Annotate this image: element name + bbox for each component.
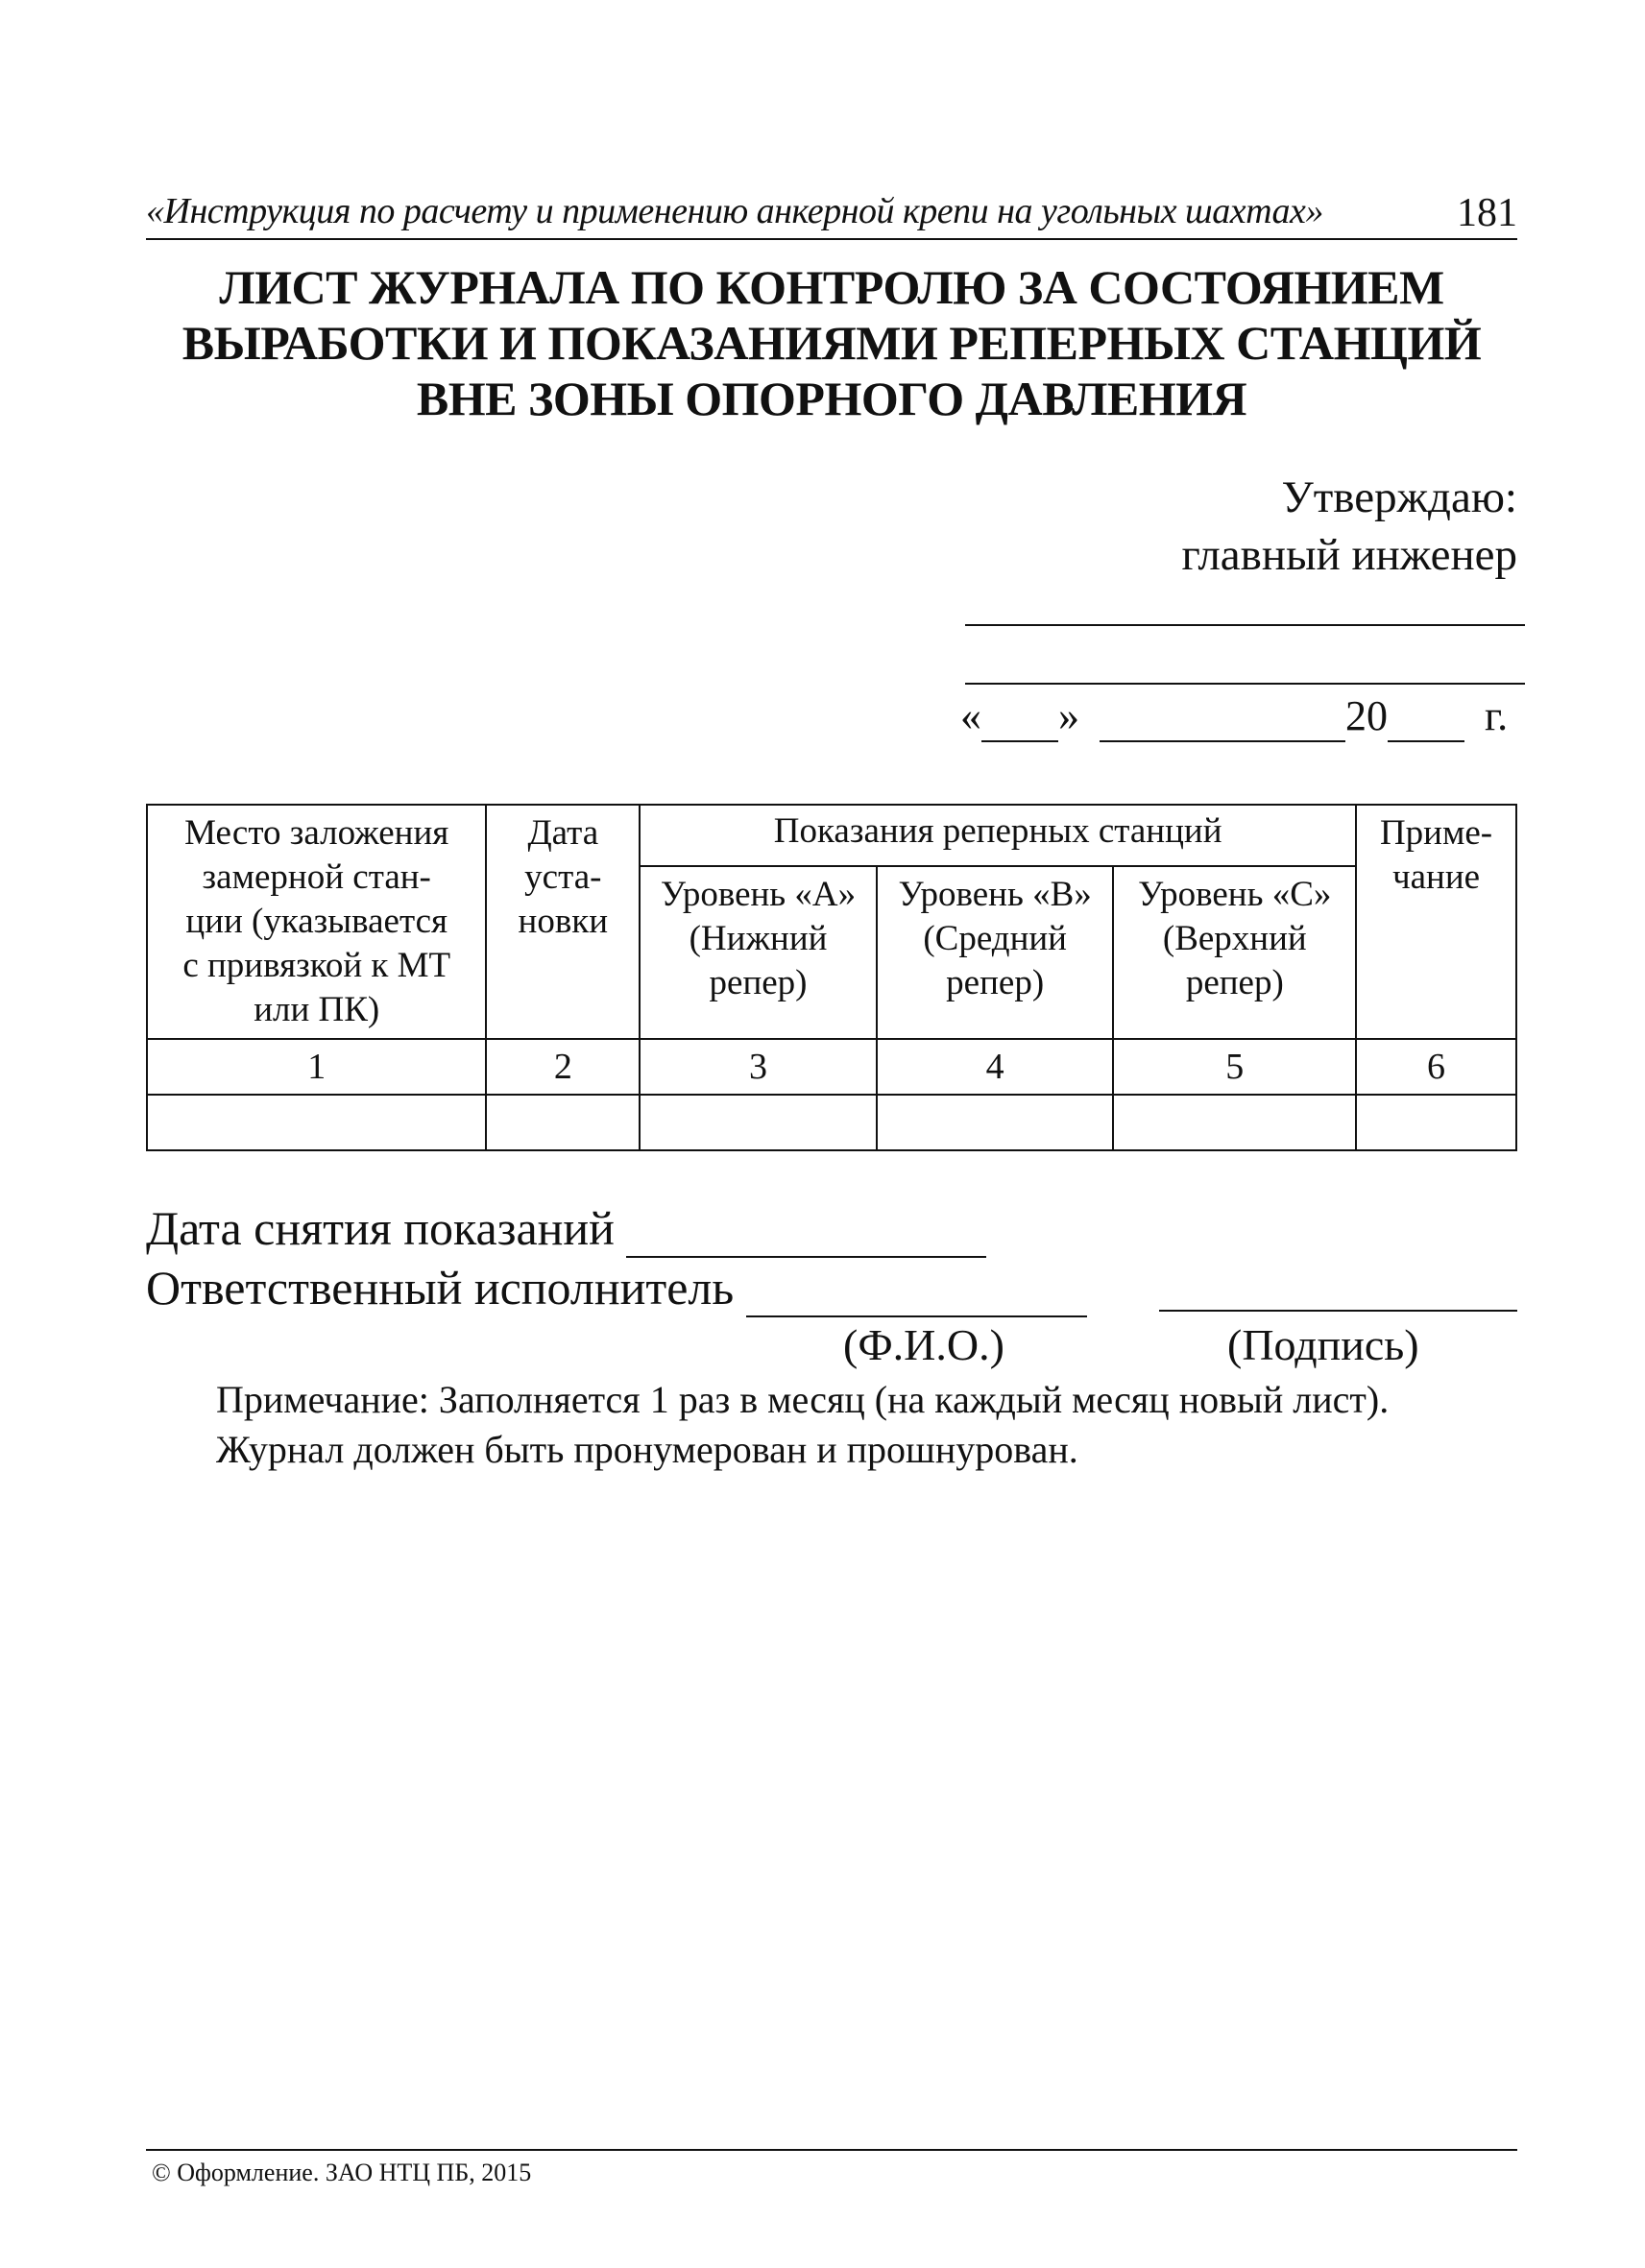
date-open-quote: « — [960, 692, 981, 739]
running-head-title: «Инструкция по расчету и применению анкерной крепи на угольных шахтах» — [146, 191, 1323, 231]
reading-date-field — [146, 1200, 986, 1258]
header-level-a: Уровень «А» (Нижний репер) — [640, 866, 877, 1039]
table-row — [147, 1095, 1516, 1150]
entry-cell-location[interactable] — [147, 1095, 486, 1150]
footer-rule — [146, 2149, 1517, 2151]
footer-copyright: © Оформление. ЗАО НТЦ ПБ, 2015 — [152, 2159, 532, 2186]
document-title — [146, 259, 1517, 426]
approval-block — [1181, 469, 1517, 584]
executor-name-blank[interactable] — [746, 1260, 1087, 1317]
entry-cell-remark[interactable] — [1356, 1095, 1516, 1150]
column-number-row — [147, 1039, 1516, 1095]
month-blank[interactable] — [1100, 691, 1345, 742]
header-remark: Приме- чание — [1356, 805, 1516, 1039]
executor-signature-line[interactable] — [1159, 1310, 1517, 1312]
year-suffix: г. — [1485, 692, 1509, 739]
column-number: 1 — [147, 1039, 486, 1095]
approval-position: главный инженер — [1181, 530, 1517, 580]
approval-date — [960, 691, 1508, 742]
running-head — [146, 188, 1517, 240]
column-number: 4 — [877, 1039, 1114, 1095]
entry-cell-level-a[interactable] — [640, 1095, 877, 1150]
approver-name-line[interactable] — [965, 683, 1525, 685]
year-prefix: 20 — [1345, 692, 1388, 739]
year-blank[interactable] — [1388, 691, 1464, 742]
column-number: 6 — [1356, 1039, 1516, 1095]
header-install-date: Дата уста- новки — [486, 805, 640, 1039]
title-line: ВНЕ ЗОНЫ ОПОРНОГО ДАВЛЕНИЯ — [416, 372, 1247, 425]
note-line: Примечание: Заполняется 1 раз в месяц (на каждый месяц новый лист). — [216, 1378, 1390, 1421]
column-number: 2 — [486, 1039, 640, 1095]
note — [216, 1375, 1389, 1475]
date-close-quote: » — [1058, 692, 1079, 739]
note-line: Журнал должен быть пронумерован и прошнурован. — [216, 1428, 1078, 1471]
column-number: 3 — [640, 1039, 877, 1095]
title-line: ВЫРАБОТКИ И ПОКАЗАНИЯМИ РЕПЕРНЫХ СТАНЦИЙ — [181, 316, 1482, 370]
journal-table — [146, 804, 1517, 1151]
entry-cell-level-b[interactable] — [877, 1095, 1114, 1150]
day-blank[interactable] — [981, 691, 1058, 742]
executor-label: Ответственный исполнитель — [146, 1261, 735, 1315]
approver-signature-line[interactable] — [965, 624, 1525, 626]
header-level-c: Уровень «С» (Верхний репер) — [1113, 866, 1356, 1039]
approval-line: Утверждаю: — [1281, 472, 1517, 522]
reading-date-blank[interactable] — [626, 1200, 986, 1258]
fio-caption: (Ф.И.О.) — [843, 1320, 1004, 1369]
executor-field — [146, 1260, 1087, 1317]
entry-cell-install-date[interactable] — [486, 1095, 640, 1150]
entry-cell-level-c[interactable] — [1113, 1095, 1356, 1150]
signature-caption: (Подпись) — [1227, 1320, 1419, 1369]
table-header-row — [147, 805, 1516, 866]
header-location: Место заложения замерной стан- ции (указывается с привязкой к МТ или ПК) — [147, 805, 486, 1039]
title-line: ЛИСТ ЖУРНАЛА ПО КОНТРОЛЮ ЗА СОСТОЯНИЕМ — [219, 260, 1444, 314]
header-level-b: Уровень «В» (Средний репер) — [877, 866, 1114, 1039]
page-number: 181 — [1457, 191, 1517, 235]
column-number: 5 — [1113, 1039, 1356, 1095]
header-station-readings: Показания реперных станций — [640, 805, 1356, 866]
reading-date-label: Дата снятия показаний — [146, 1201, 615, 1255]
